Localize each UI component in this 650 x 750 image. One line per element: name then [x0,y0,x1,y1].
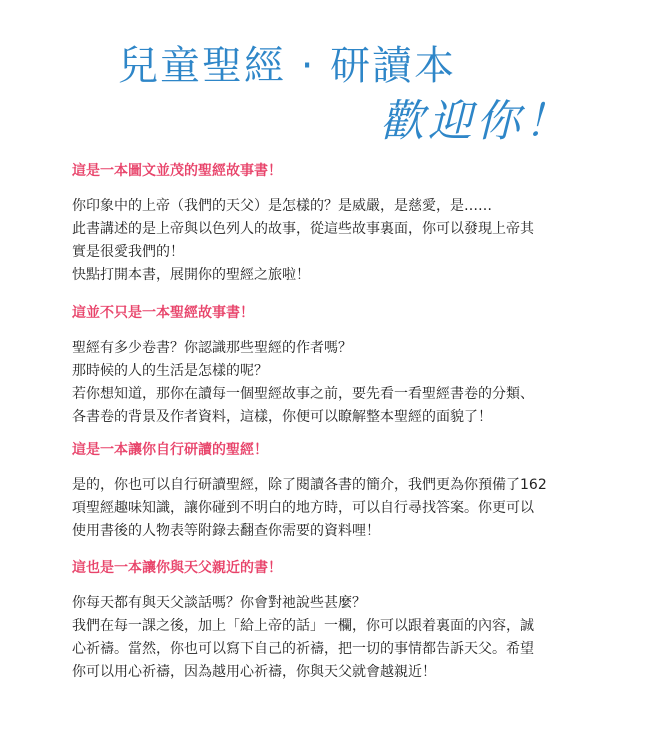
paragraph-line: 實是很愛我們的！ [72,244,184,260]
paragraph-line: 快點打開本書，展開你的聖經之旅啦！ [72,267,310,283]
section-paragraph [72,337,592,429]
paragraph-line: 是的，你也可以自行研讀聖經，除了閱讀各書的簡介，我們更為你預備了162 [72,477,547,493]
section-heading: 這是一本讓你自行研讀的聖經！ [72,442,268,458]
paragraph-line: 若你想知道，那你在讀每一個聖經故事之前，要先看一看聖經書卷的分類、 [72,386,534,402]
page-title: 兒童聖經 · 研讀本 [118,43,457,89]
section-heading: 這是一本圖文並茂的聖經故事書！ [72,163,282,179]
paragraph-line: 使用書後的人物表等附錄去翻查你需要的資料哩！ [72,523,380,539]
section-heading: 這也是一本讓你與天父親近的書！ [72,560,282,576]
section-paragraph [72,474,592,543]
section-closer-to-father [72,558,592,684]
paragraph-line: 你印象中的上帝（我們的天父）是怎樣的？是威嚴，是慈愛，是…… [72,198,492,214]
section-more-than-story [72,303,592,429]
section-self-study [72,440,592,543]
section-picture-story [72,161,592,287]
paragraph-line: 你每天都有與天父談話嗎？你會對祂說些甚麼？ [72,595,366,611]
paragraph-line: 此書講述的是上帝與以色列人的故事，從這些故事裏面，你可以發現上帝其 [72,221,534,237]
paragraph-line: 你可以用心祈禱，因為越用心祈禱，你與天父就會越親近！ [72,664,436,680]
section-paragraph [72,195,592,287]
paragraph-line: 聖經有多少卷書？你認識那些聖經的作者嗎？ [72,340,352,356]
page-subtitle: 歡迎你！ [380,96,572,147]
paragraph-line: 心祈禱。當然，你也可以寫下自己的祈禱，把一切的事情都告訴天父。希望 [72,641,534,657]
paragraph-line: 各書卷的背景及作者資料，這樣，你便可以瞭解整本聖經的面貌了！ [72,409,492,425]
paragraph-line: 我們在每一課之後，加上「給上帝的話」一欄，你可以跟着裏面的內容，誠 [72,618,534,634]
section-heading: 這並不只是一本聖經故事書！ [72,305,254,321]
paragraph-line: 那時候的人的生活是怎樣的呢？ [72,363,268,379]
section-paragraph [72,592,592,684]
paragraph-line: 項聖經趣味知識，讓你碰到不明白的地方時，可以自行尋找答案。你更可以 [72,500,534,516]
